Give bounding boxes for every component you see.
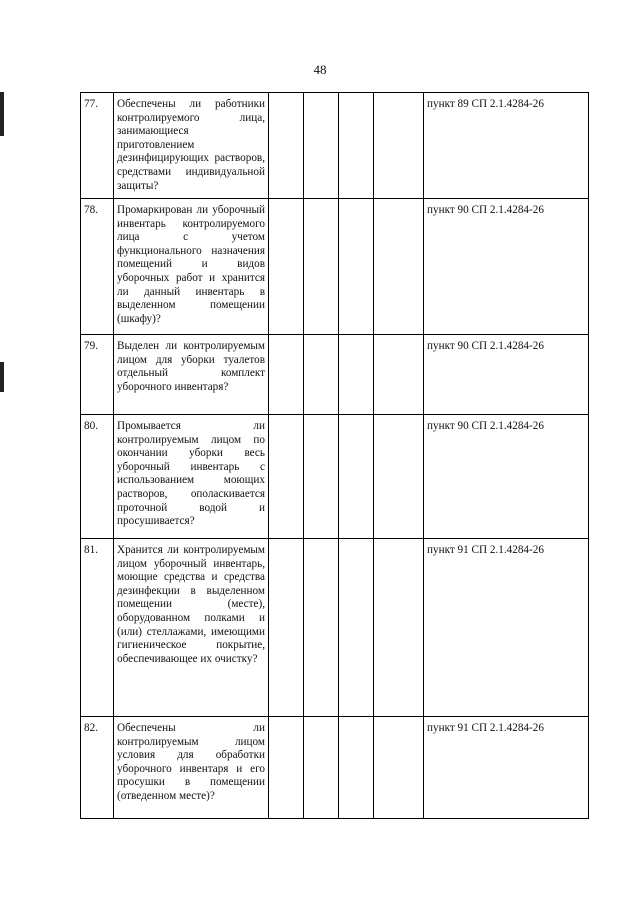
- answer-cell-na[interactable]: [339, 93, 374, 199]
- requirement-question: Промаркирован ли уборочный инвентарь контролируемого лица с учетом функционального назначения помещений и видов уборочных работ и хранится ли данный инвентарь в выделенном помещении (шкафу)?: [114, 199, 269, 335]
- table-row: [81, 717, 589, 819]
- note-cell[interactable]: [374, 93, 424, 199]
- row-number: 77.: [81, 93, 114, 199]
- row-number: 80.: [81, 415, 114, 539]
- answer-cell-na[interactable]: [339, 539, 374, 717]
- answer-cell-no[interactable]: [304, 93, 339, 199]
- answer-cell-yes[interactable]: [269, 539, 304, 717]
- answer-cell-yes[interactable]: [269, 199, 304, 335]
- table-row: [81, 539, 589, 717]
- answer-cell-no[interactable]: [304, 199, 339, 335]
- note-cell[interactable]: [374, 199, 424, 335]
- answer-cell-na[interactable]: [339, 199, 374, 335]
- table-row: [81, 335, 589, 415]
- note-cell[interactable]: [374, 717, 424, 819]
- answer-cell-yes[interactable]: [269, 717, 304, 819]
- answer-cell-no[interactable]: [304, 717, 339, 819]
- table-row: [81, 199, 589, 335]
- requirement-question: Обеспечены ли работники контролируемого лица, занимающиеся приготовлением дезинфицирующих растворов, средствами индивидуальной защиты?: [114, 93, 269, 199]
- answer-cell-no[interactable]: [304, 539, 339, 717]
- answer-cell-na[interactable]: [339, 717, 374, 819]
- requirement-question: Промывается ли контролируемым лицом по окончании уборки весь уборочный инвентарь с использованием моющих растворов, ополаскивается проточной водой и просушивается?: [114, 415, 269, 539]
- requirement-question: Хранится ли контролируемым лицом уборочный инвентарь, моющие средства и средства дезинфекции в выделенном помещении (месте), оборудованном полками и (или) стеллажами, имеющими гигиеническое покрытие, обеспечивающее их очистку?: [114, 539, 269, 717]
- answer-cell-na[interactable]: [339, 335, 374, 415]
- row-number: 81.: [81, 539, 114, 717]
- answer-cell-na[interactable]: [339, 415, 374, 539]
- scan-edge-mark: [0, 362, 4, 392]
- answer-cell-yes[interactable]: [269, 93, 304, 199]
- table-row: [81, 415, 589, 539]
- page-number: 48: [313, 62, 327, 77]
- scan-edge-mark: [0, 92, 4, 136]
- regulation-reference: пункт 91 СП 2.1.4284-26: [424, 539, 589, 717]
- requirement-question: Выделен ли контролируемым лицом для уборки туалетов отдельный комплект уборочного инвентаря?: [114, 335, 269, 415]
- regulation-reference: пункт 90 СП 2.1.4284-26: [424, 335, 589, 415]
- requirement-question: Обеспечены ли контролируемым лицом условия для обработки уборочного инвентаря и его просушки в помещении (отведенном месте)?: [114, 717, 269, 819]
- note-cell[interactable]: [374, 539, 424, 717]
- row-number: 79.: [81, 335, 114, 415]
- table-row: [81, 93, 589, 199]
- regulation-reference: пункт 89 СП 2.1.4284-26: [424, 93, 589, 199]
- note-cell[interactable]: [374, 335, 424, 415]
- regulation-reference: пункт 90 СП 2.1.4284-26: [424, 199, 589, 335]
- answer-cell-no[interactable]: [304, 415, 339, 539]
- note-cell[interactable]: [374, 415, 424, 539]
- answer-cell-no[interactable]: [304, 335, 339, 415]
- answer-cell-yes[interactable]: [269, 415, 304, 539]
- regulation-reference: пункт 91 СП 2.1.4284-26: [424, 717, 589, 819]
- answer-cell-yes[interactable]: [269, 335, 304, 415]
- checklist-table: [80, 92, 589, 819]
- row-number: 82.: [81, 717, 114, 819]
- row-number: 78.: [81, 199, 114, 335]
- regulation-reference: пункт 90 СП 2.1.4284-26: [424, 415, 589, 539]
